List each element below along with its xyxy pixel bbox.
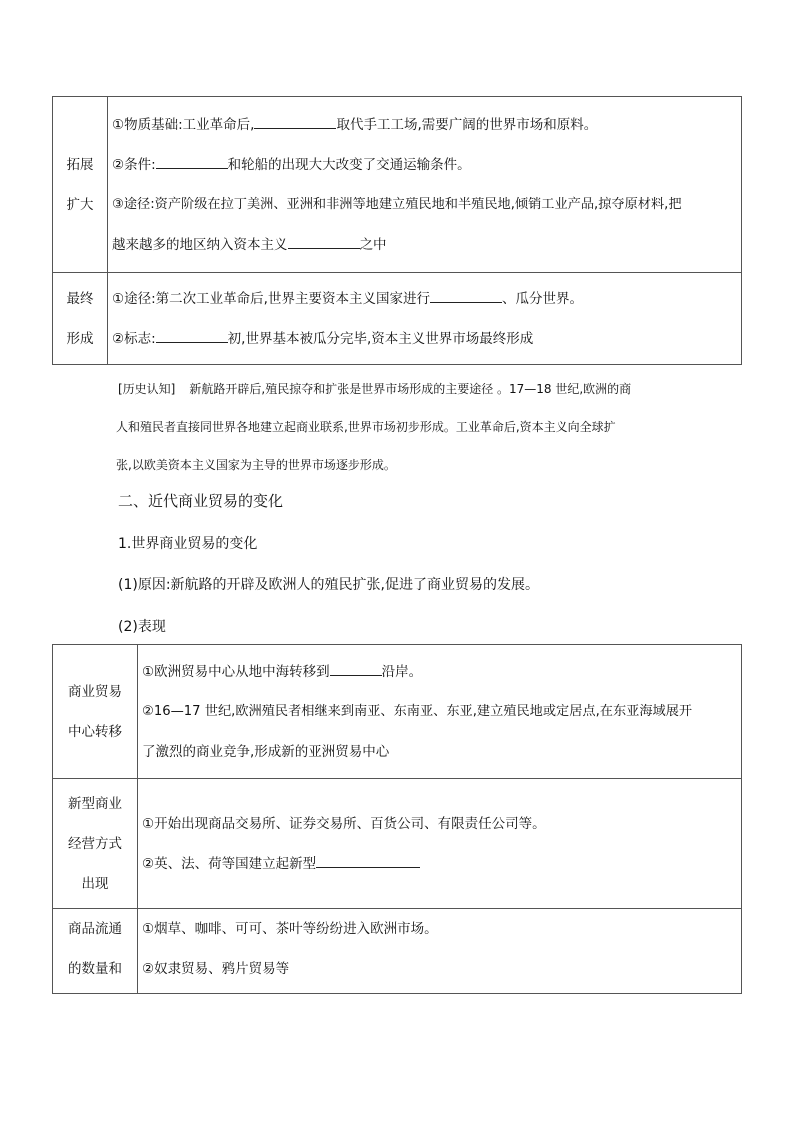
fill-blank[interactable] [156, 154, 228, 169]
content-line [112, 279, 741, 319]
row-label-line: 拓展 [66, 156, 94, 173]
content-line [142, 909, 741, 949]
line-text: ①物质基础:工业革命后, [112, 116, 255, 133]
line-text: ①途径:第二次工业革命后,世界主要资本主义国家进行 [112, 290, 430, 307]
line-text: 越来越多的地区纳入资本主义 [112, 236, 288, 253]
table-row [53, 645, 742, 779]
market-table [52, 96, 742, 365]
fill-blank[interactable] [330, 661, 382, 676]
line-text: ②英、法、荷等国建立起新型 [142, 855, 317, 872]
row-label-expand [53, 97, 108, 273]
reason-paragraph: (1)原因:新航路的开辟及欧洲人的殖民扩张,促进了商业贸易的发展。 [118, 577, 539, 593]
content-line [142, 652, 741, 692]
line-text: ②奴隶贸易、鸦片贸易等 [142, 961, 290, 977]
line-text: ①欧洲贸易中心从地中海转移到 [142, 663, 330, 680]
note-line [118, 370, 698, 408]
content-line [112, 185, 741, 225]
row-label-line: 新型商业 [68, 795, 122, 812]
row-label-line: 商业贸易 [68, 683, 122, 700]
content-line [142, 844, 741, 884]
row-label-line: 商品流通 [68, 921, 122, 937]
row-label-commodity [53, 909, 138, 994]
row-label-new-business [53, 779, 138, 909]
line-text: ②16—17 世纪,欧洲殖民者相继来到南亚、东南亚、东亚,建立殖民地或定居点,在东亚海域展开 [142, 703, 693, 719]
note-line: 张,以欧美资本主义国家为主导的世界市场逐步形成。 [116, 458, 396, 472]
row-label-center-shift [53, 645, 138, 779]
line-text: 初,世界基本被瓜分完毕,资本主义世界市场最终形成 [227, 330, 534, 347]
fill-blank[interactable] [254, 114, 336, 129]
fill-blank[interactable] [316, 853, 420, 868]
trade-table [52, 644, 742, 994]
line-text: 沿岸。 [381, 663, 423, 680]
row-label-line: 出现 [81, 875, 109, 892]
line-text: 取代手工工场,需要广阔的世界市场和原料。 [336, 116, 598, 133]
line-text: 、瓜分世界。 [501, 290, 583, 307]
content-line [142, 949, 741, 989]
line-text: ③途径:资产阶级在拉丁美洲、亚洲和非洲等地建立殖民地和半殖民地,倾销工业产品,掠夺原材料,把 [112, 196, 682, 212]
row-content [138, 645, 742, 779]
line-text: ①烟草、咖啡、可可、茶叶等纷纷进入欧洲市场。 [142, 921, 438, 937]
table-row [53, 97, 742, 273]
fill-blank[interactable] [288, 234, 360, 249]
line-text: ①开始出现商品交易所、证券交易所、百货公司、有限责任公司等。 [142, 815, 546, 832]
content-line [112, 145, 741, 185]
fill-blank[interactable] [430, 288, 502, 303]
content-line [142, 732, 741, 772]
row-label-line: 经营方式 [68, 835, 122, 852]
line-text: 了激烈的商业竞争,形成新的亚洲贸易中心 [142, 743, 390, 760]
table-row [53, 273, 742, 365]
content-line [142, 804, 741, 844]
line-text: ②条件: [112, 156, 156, 173]
line-text: ②标志: [112, 330, 156, 347]
row-label-line: 最终 [66, 290, 94, 307]
row-content [108, 273, 742, 365]
section-heading: 二、近代商业贸易的变化 [118, 492, 284, 510]
row-label-line: 的数量和 [68, 961, 122, 977]
row-label-line: 扩大 [66, 196, 94, 213]
content-line [112, 105, 741, 145]
content-line [112, 319, 741, 359]
history-note [118, 370, 698, 484]
row-label-line: 形成 [66, 330, 94, 347]
table-row [53, 779, 742, 909]
row-content [138, 909, 742, 994]
row-content [108, 97, 742, 273]
row-label-final [53, 273, 108, 365]
content-line [112, 225, 741, 265]
note-text: 新航路开辟后,殖民掠夺和扩张是世界市场形成的主要途径 。17—18 世纪,欧洲的商 [189, 382, 632, 396]
line-text: 之中 [359, 236, 387, 253]
note-line: 人和殖民者直接同世界各地建立起商业联系,世界市场初步形成。工业革命后,资本主义向全球扩 [116, 420, 616, 434]
manifest-heading: (2)表现 [118, 619, 166, 635]
content-line [142, 692, 741, 732]
line-text: 和轮船的出现大大改变了交通运输条件。 [227, 156, 471, 173]
note-tag: [历史认知] [118, 382, 176, 396]
table-row [53, 909, 742, 994]
fill-blank[interactable] [156, 328, 228, 343]
row-content [138, 779, 742, 909]
row-label-line: 中心转移 [68, 723, 122, 740]
sub-heading: 1.世界商业贸易的变化 [118, 536, 258, 552]
